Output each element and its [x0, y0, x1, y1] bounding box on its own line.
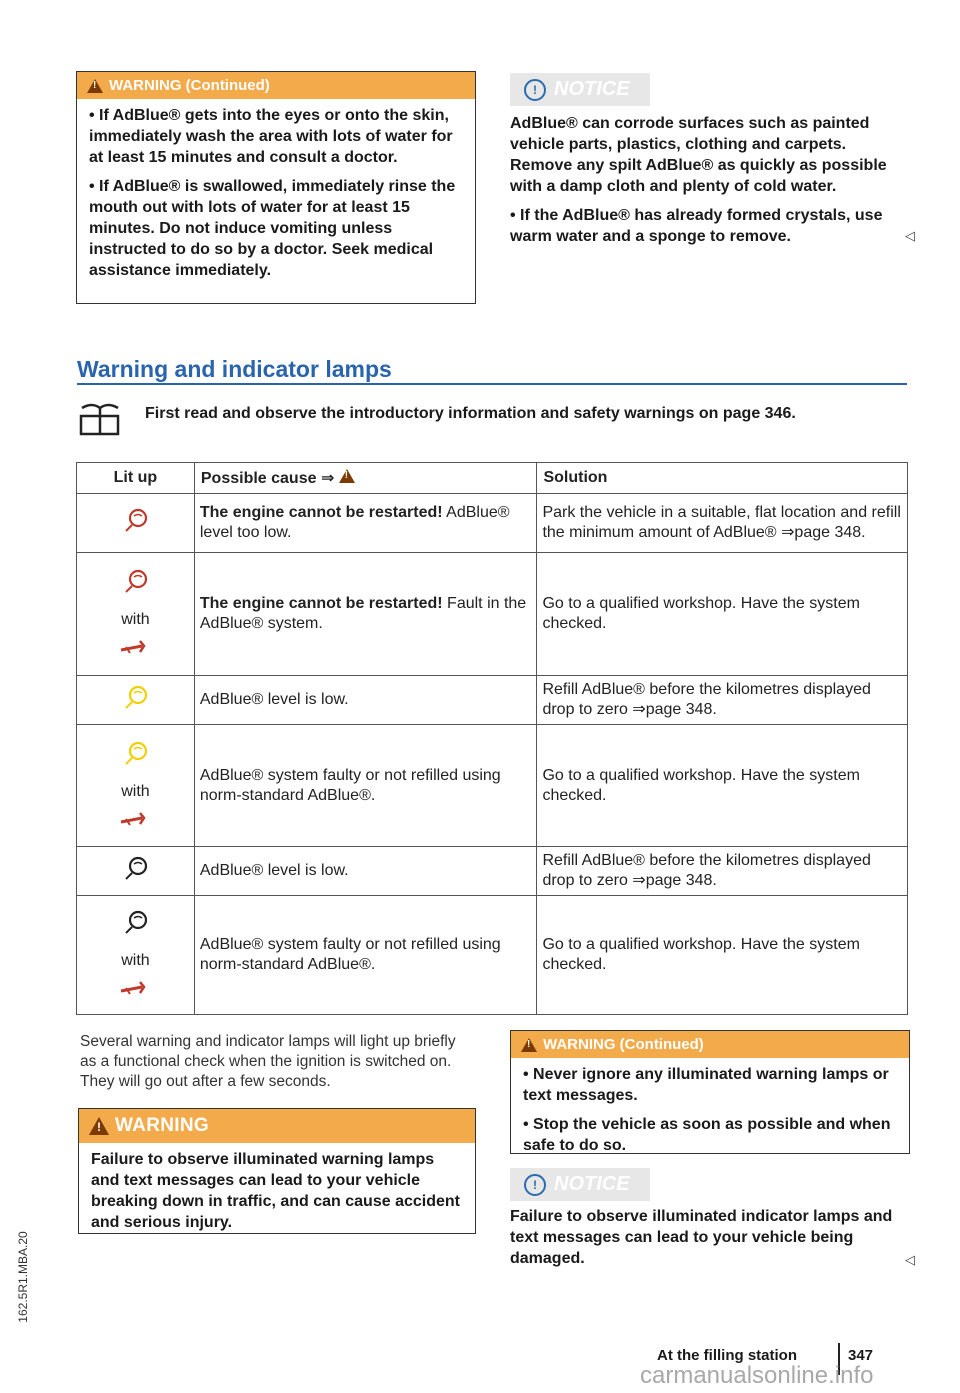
- end-mark-icon: ◁: [905, 1252, 915, 1267]
- solution-cell: Go to a qualified workshop. Have the system checked.: [537, 725, 908, 847]
- warning-header: ! WARNING (Continued): [511, 1031, 909, 1058]
- with-label: with: [121, 782, 150, 800]
- solution-cell: Refill AdBlue® before the kilometres displayed drop to zero ⇒page 348.: [537, 676, 908, 725]
- warning-continued-box-bottom: [510, 1030, 910, 1154]
- warning-header: ! WARNING: [79, 1109, 475, 1143]
- solution-cell: Park the vehicle in a suitable, flat location and refill the minimum amount of AdBlue® ⇒page 348.: [537, 494, 908, 553]
- adblue-lamp-red-icon: [120, 505, 150, 535]
- end-mark-icon: ◁: [905, 228, 915, 243]
- section-intro: First read and observe the introductory information and safety warnings on page 346.: [145, 405, 796, 422]
- cause-cell: AdBlue® system faulty or not refilled using norm-standard AdBlue®.: [194, 725, 537, 847]
- page-number: 347: [848, 1347, 874, 1364]
- cause-cell: AdBlue® level is low.: [194, 676, 537, 725]
- warning-body: [77, 99, 475, 287]
- lamp-cell: [77, 725, 195, 847]
- warning-continued-box-top: [76, 71, 476, 304]
- notice-text-bottom: Failure to observe illuminated indicator lamps and text messages can lead to your vehicle being damaged.: [510, 1208, 893, 1267]
- lamp-cell: [77, 847, 195, 896]
- cause-cell: AdBlue® system faulty or not refilled using norm-standard AdBlue®.: [194, 896, 537, 1015]
- lamp-cell: [77, 676, 195, 725]
- wrench-icon: [118, 810, 152, 828]
- notice-text-top: AdBlue® can corrode surfaces such as painted vehicle parts, plastics, clothing and carpets. Remove any spilt AdBlue® as quickly as possible with a damp cloth and plenty of cold water. • If the AdBlue® has already formed crystals, use warm water and a sponge to remove.: [510, 113, 910, 247]
- adblue-lamp-black-icon: [120, 907, 150, 937]
- table-row: [77, 553, 908, 676]
- cause-cell: The engine cannot be restarted! Fault in the AdBlue® system.: [194, 553, 537, 676]
- warning-triangle-icon: [87, 79, 103, 93]
- notice-header-top: ! NOTICE: [510, 73, 650, 106]
- warning-bullet: • Stop the vehicle as soon as possible and when safe to do so.: [523, 1116, 891, 1154]
- warning-box-bottom: [78, 1108, 476, 1234]
- table-row: [77, 676, 908, 725]
- adblue-lamp-yellow-icon: [120, 738, 150, 768]
- warning-body: [511, 1058, 909, 1162]
- section-title: Warning and indicator lamps: [77, 356, 392, 382]
- book-icon: [78, 398, 122, 438]
- intro-paragraph: Several warning and indicator lamps will light up briefly as a functional check when the ignition is switched on. They will go out after a few seconds.: [80, 1033, 456, 1090]
- wrench-icon: [118, 638, 152, 656]
- solution-cell: Refill AdBlue® before the kilometres displayed drop to zero ⇒page 348.: [537, 847, 908, 896]
- warning-triangle-icon: [521, 1038, 537, 1052]
- lamps-table: [76, 462, 908, 1015]
- side-code: 162.5R1.MBA.20: [16, 1231, 30, 1323]
- with-label: with: [121, 952, 150, 969]
- warning-triangle-icon: [339, 469, 355, 483]
- table-row: [77, 896, 908, 1015]
- wrench-icon: [118, 979, 152, 997]
- header-cause: Possible cause ⇒ !: [194, 463, 537, 494]
- warning-bullet: • If AdBlue® gets into the eyes or onto the skin, immediately wash the area with lots of water for at least 15 minutes and consult a doctor.: [89, 107, 453, 166]
- warning-bullet: • Never ignore any illuminated warning lamps or text messages.: [523, 1066, 889, 1104]
- adblue-lamp-yellow-icon: [120, 682, 150, 712]
- info-icon: !: [524, 79, 546, 101]
- table-row: [77, 494, 908, 553]
- lamp-cell: [77, 896, 195, 1015]
- table-header-row: [77, 463, 908, 494]
- header-lit-up: Lit up: [77, 463, 195, 494]
- section-rule: [77, 383, 907, 385]
- notice-header-bottom: ! NOTICE: [510, 1168, 650, 1201]
- lamp-cell: [77, 494, 195, 553]
- watermark: carmanualsonline.info: [640, 1362, 874, 1389]
- cause-cell: AdBlue® level is low.: [194, 847, 537, 896]
- with-label: with: [121, 611, 150, 628]
- warning-header: ! WARNING (Continued): [77, 72, 475, 99]
- solution-cell: Go to a qualified workshop. Have the system checked.: [537, 553, 908, 676]
- warning-body: Failure to observe illuminated warning lamps and text messages can lead to your vehicle breaking down in traffic, and can cause accident and serious injury.: [91, 1151, 460, 1231]
- solution-cell: Go to a qualified workshop. Have the system checked.: [537, 896, 908, 1015]
- lamp-cell: [77, 553, 195, 676]
- warning-bullet: • If AdBlue® is swallowed, immediately rinse the mouth out with lots of water for at least 15 minutes. Do not induce vomiting unless instructed to do so by a doctor. Seek medical assistance immediately.: [89, 178, 456, 279]
- footer-chapter: At the filling station: [657, 1347, 797, 1364]
- cause-cell: The engine cannot be restarted! AdBlue® level too low.: [194, 494, 537, 553]
- adblue-lamp-black-icon: [120, 853, 150, 883]
- warning-triangle-icon: [89, 1117, 109, 1135]
- header-solution: Solution: [537, 463, 908, 494]
- adblue-lamp-red-icon: [120, 566, 150, 596]
- info-icon: !: [524, 1174, 546, 1196]
- table-row: [77, 725, 908, 847]
- notice-bullet: • If the AdBlue® has already formed crystals, use warm water and a sponge to remove.: [510, 207, 883, 245]
- table-row: [77, 847, 908, 896]
